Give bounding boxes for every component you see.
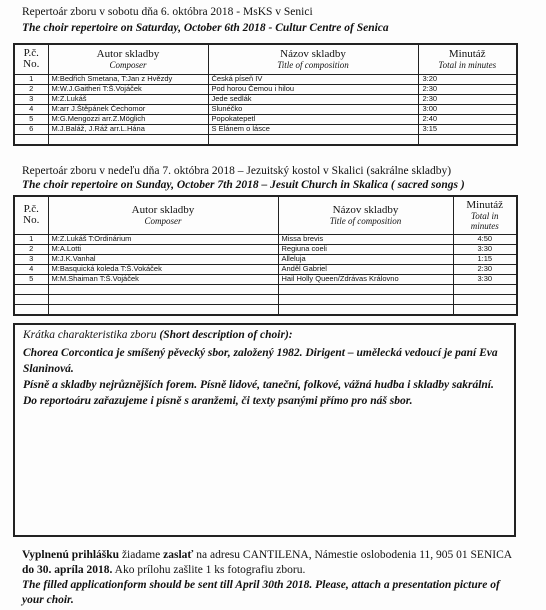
header-no: P.č. No. bbox=[14, 44, 48, 74]
table-row: 5 M:M.Shaiman T:Š.Vojáček Hail Holly Queen/Zdrávas Královno 3:30 bbox=[14, 274, 517, 284]
header-author: Autor skladby Composer bbox=[48, 44, 208, 74]
table-row: 2 M:A.Lotti Regiuna coeli 3:30 bbox=[14, 244, 517, 254]
table-row-empty bbox=[14, 134, 517, 145]
table-row: 6 M.J.Baláž, J.Ráž arr.L.Hána S Elánem o lásce 3:15 bbox=[14, 124, 517, 134]
header-time: Minutáž Total in minutes bbox=[453, 196, 517, 234]
table-row: 4 M:Basquická koleda T:Š.Vokáček Anděl Gabriel 2:30 bbox=[14, 264, 517, 274]
table-row: 1 M:Z.Lukáš T:Ordinárium Missa brevis 4:50 bbox=[14, 234, 517, 244]
table-row-empty bbox=[14, 304, 517, 315]
repertoire-table-sunday bbox=[13, 195, 518, 316]
submission-text-sk: Vyplnenú prihlášku žiadame zaslať na adresu CANTILENA, Námestie oslobodenia 11, 905 01 SENICA do 30. apríla 2018. Ako prílohu zašlite 1 ks fotografiu zboru. bbox=[22, 549, 512, 576]
table-row: 4 M:arr J.Štěpánek Čechomor Slunéčko 3:00 bbox=[14, 104, 517, 114]
table-row: 3 M:Z.Lukáš Jede sedlák 2:30 bbox=[14, 94, 517, 104]
submission-text-en: The filled applicationform should be sent till April 30th 2018. Please, attach a presentation picture of your choir. bbox=[22, 579, 500, 606]
section1-title: Repertoár zboru v sobotu dňa 6. októbra 2018 - MsKS v Senici bbox=[22, 6, 313, 18]
header-title: Názov skladby Title of composition bbox=[278, 196, 453, 234]
section2-title: Repertoár zboru v nedeľu dňa 7. októbra 2018 – Jezuitský kostol v Skalici (sakrálne skladby) bbox=[22, 165, 452, 177]
header-time: Minutáž Total in minutes bbox=[418, 44, 517, 74]
table-row-empty bbox=[14, 294, 517, 304]
repertoire-table-saturday bbox=[13, 43, 518, 146]
description-paragraph-2: Písně a skladby nejrůznějších forem. Písně lidové, taneční, folkové, vážná hudba i skladby sakrální. Do reportoáru zařazujeme i písně s aranžemi, či texty psanými přímo pro náš sbor. bbox=[23, 379, 494, 407]
table-row: 5 M:G.Mengozzi arr.Z.Möglich Popokatepetl 2:40 bbox=[14, 114, 517, 124]
section1-subtitle: The choir repertoire on Saturday, October 6th 2018 - Cultur Centre of Senica bbox=[22, 22, 389, 34]
header-title: Názov skladby Title of composition bbox=[208, 44, 418, 74]
description-label: Krátka charakteristika zboru (Short description of choir): bbox=[23, 329, 293, 341]
table-row-empty bbox=[14, 284, 517, 294]
header-no: P.č. No. bbox=[14, 196, 48, 234]
choir-description-box bbox=[13, 323, 516, 537]
description-paragraph-1: Chorea Corcontica je smíšený pěvecký sbor, založený 1982. Dirigent – umělecká vedoucí je paní Eva Slaninová. bbox=[23, 347, 498, 375]
table-row: 3 M:J.K.Vanhal Alleluja 1:15 bbox=[14, 254, 517, 264]
table-row: 2 M:W.J.Gaitheri T:Š.Vojáček Pod horou Čemou i hilou 2:30 bbox=[14, 84, 517, 94]
header-author: Autor skladby Composer bbox=[48, 196, 278, 234]
section2-subtitle: The choir repertoire on Sunday, October 7th 2018 – Jesuit Church in Skalica ( sacred songs ) bbox=[22, 179, 465, 191]
table-row: 1 M:Bedřich Smetana, T:Jan z Hvězdy Česká píseň IV 3:20 bbox=[14, 74, 517, 84]
submission-instructions bbox=[22, 548, 522, 608]
